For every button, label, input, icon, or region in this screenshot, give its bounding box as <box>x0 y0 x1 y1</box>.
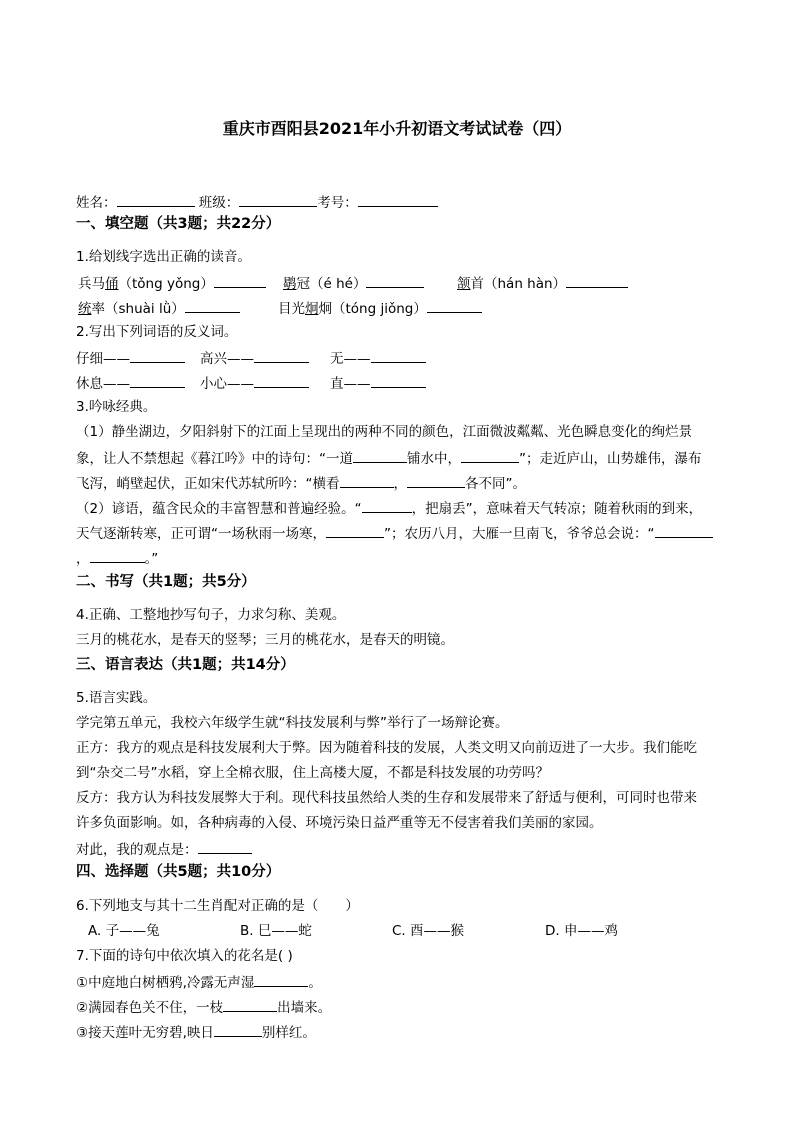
q1-blank-4[interactable] <box>185 298 240 313</box>
q5-line-1: 学完第五单元，我校六年级学生就“科技发展利与弊”举行了一场辩论赛。 <box>76 715 509 731</box>
q2-item-2: 高兴—— <box>200 348 309 368</box>
class-blank[interactable] <box>239 192 317 207</box>
q3-blank-3[interactable] <box>340 473 394 488</box>
q3-blank-2[interactable] <box>461 448 519 463</box>
q1-stem: 1.给划线字选出正确的读音。 <box>76 249 251 265</box>
q5-blank[interactable] <box>198 839 252 854</box>
q1-item-5: 目光炯炯（tóng jiǒng） <box>278 298 482 318</box>
student-info-row <box>76 192 438 212</box>
q2-item-3: 无—— <box>330 348 426 368</box>
q1-item-1: 兵马俑（tǒng yǒng） <box>78 273 266 293</box>
q2-blank-1[interactable] <box>130 348 185 363</box>
exam-title: 重庆市酉阳县2021年小升初语文考试试卷（四） <box>222 119 572 138</box>
q2-blank-6[interactable] <box>371 373 426 388</box>
section-heading-4: 四、选择题（共5题；共10分） <box>76 864 281 880</box>
q6-stem: 6.下列地支与其十二生肖配对正确的是（ ） <box>76 898 359 914</box>
q2-stem: 2.写出下列词语的反义词。 <box>76 324 238 340</box>
q3-blank-8[interactable] <box>90 548 145 563</box>
q2-blank-5[interactable] <box>254 373 309 388</box>
q3-p1-line-1: （1）静坐湖边，夕阳斜射下的江面上呈现出的两种不同的颜色，江面微波粼粼、光色瞬息变化的绚烂景 <box>76 424 693 440</box>
q5-line-6: 对此，我的观点是： <box>76 839 252 859</box>
q3-blank-1[interactable] <box>353 448 407 463</box>
q3-stem: 3.吟咏经典。 <box>76 399 157 415</box>
q3-blank-5[interactable] <box>362 498 412 513</box>
q3-p2-line-2: 天气逐渐转寒，正可谓“一场秋雨一场寒， ”；农历八月，大雁一旦南飞，爷爷总会说：“ <box>76 523 713 543</box>
q3-blank-6[interactable] <box>326 523 384 538</box>
q7-blank-1[interactable] <box>254 972 308 987</box>
q3-p1-line-3: 飞泻，峭壁起伏，正如宋代苏轼所吟：“横看 ， 各不同”。 <box>76 473 526 493</box>
q2-item-4: 休息—— <box>76 373 185 393</box>
section-heading-2: 二、书写（共1题；共5分） <box>76 574 256 590</box>
q3-p1-line-2: 象，让人不禁想起《暮江吟》中的诗句：“一道 铺水中， ”；走近庐山，山势雄伟，瀑布 <box>76 448 702 468</box>
q5-line-2: 正方：我方的观点是科技发展利大于弊。因为随着科技的发展，人类文明又向前迈进了一大步。我们能吃 <box>76 740 697 756</box>
number-blank[interactable] <box>358 192 438 207</box>
q5-stem: 5.语言实践。 <box>76 690 157 706</box>
q7-line-3: ③接天莲叶无穷碧,映日 别样红。 <box>76 1022 316 1042</box>
class-label: 班级： <box>198 195 240 211</box>
q1-blank-2[interactable] <box>366 273 424 288</box>
q2-blank-3[interactable] <box>371 348 426 363</box>
q2-item-1: 仔细—— <box>76 348 185 368</box>
q5-line-5: 许多负面影响。如，各种病毒的入侵、环境污染日益严重等无不侵害着我们美丽的家园。 <box>76 815 603 831</box>
section-heading-3: 三、语言表达（共1题；共14分） <box>76 657 295 673</box>
q3-blank-4[interactable] <box>407 473 465 488</box>
q1-item-4: 统率（shuài lǜ） <box>78 298 240 318</box>
section-heading-1: 一、填空题（共3题；共22分） <box>76 216 281 232</box>
q6-option-c[interactable]: C. 酉——猴 <box>392 923 465 939</box>
q7-line-1: ①中庭地白树栖鸦,冷露无声湿 。 <box>76 972 322 992</box>
q6-option-d[interactable]: D. 申——鸡 <box>545 923 618 939</box>
q2-item-6: 直—— <box>330 373 426 393</box>
q7-blank-3[interactable] <box>214 1022 262 1037</box>
q3-p2-line-3: ， 。” <box>76 548 158 568</box>
q1-item-3: 颔首（hán hàn） <box>457 273 628 293</box>
q2-item-5: 小心—— <box>200 373 309 393</box>
name-blank[interactable] <box>117 192 195 207</box>
number-label: 考号： <box>317 195 358 211</box>
q1-blank-5[interactable] <box>427 298 482 313</box>
q3-blank-7[interactable] <box>655 523 713 538</box>
q7-stem: 7.下面的诗句中依次填入的花名是( ) <box>76 948 293 964</box>
q5-line-4: 反方：我方认为科技发展弊大于利。现代科技虽然给人类的生存和发展带来了舒适与便利，可同时也带来 <box>76 790 697 806</box>
q6-option-a[interactable]: A. 子——兔 <box>88 923 160 939</box>
q2-blank-2[interactable] <box>254 348 309 363</box>
q7-blank-2[interactable] <box>223 997 277 1012</box>
q4-text: 三月的桃花水，是春天的竖琴；三月的桃花水，是春天的明镜。 <box>76 632 454 648</box>
q1-item-2: 鹖冠（é hé） <box>283 273 424 293</box>
q6-option-b[interactable]: B. 巳——蛇 <box>240 923 312 939</box>
q2-blank-4[interactable] <box>130 373 185 388</box>
q7-line-2: ②满园春色关不住，一枝 出墙来。 <box>76 997 331 1017</box>
name-label: 姓名： <box>76 195 117 211</box>
q4-stem: 4.正确、工整地抄写句子，力求匀称、美观。 <box>76 607 346 623</box>
q1-blank-3[interactable] <box>566 273 628 288</box>
q3-p2-line-1: （2）谚语，蕴含民众的丰富智慧和普遍经验。“ ，把扇丢”，意味着天气转凉；随着秋雨的到来， <box>76 498 702 518</box>
q1-blank-1[interactable] <box>214 273 266 288</box>
q5-line-3: 到“杂交二号”水稻，穿上全棉衣服，住上高楼大厦，不都是科技发展的功劳吗？ <box>76 765 549 781</box>
